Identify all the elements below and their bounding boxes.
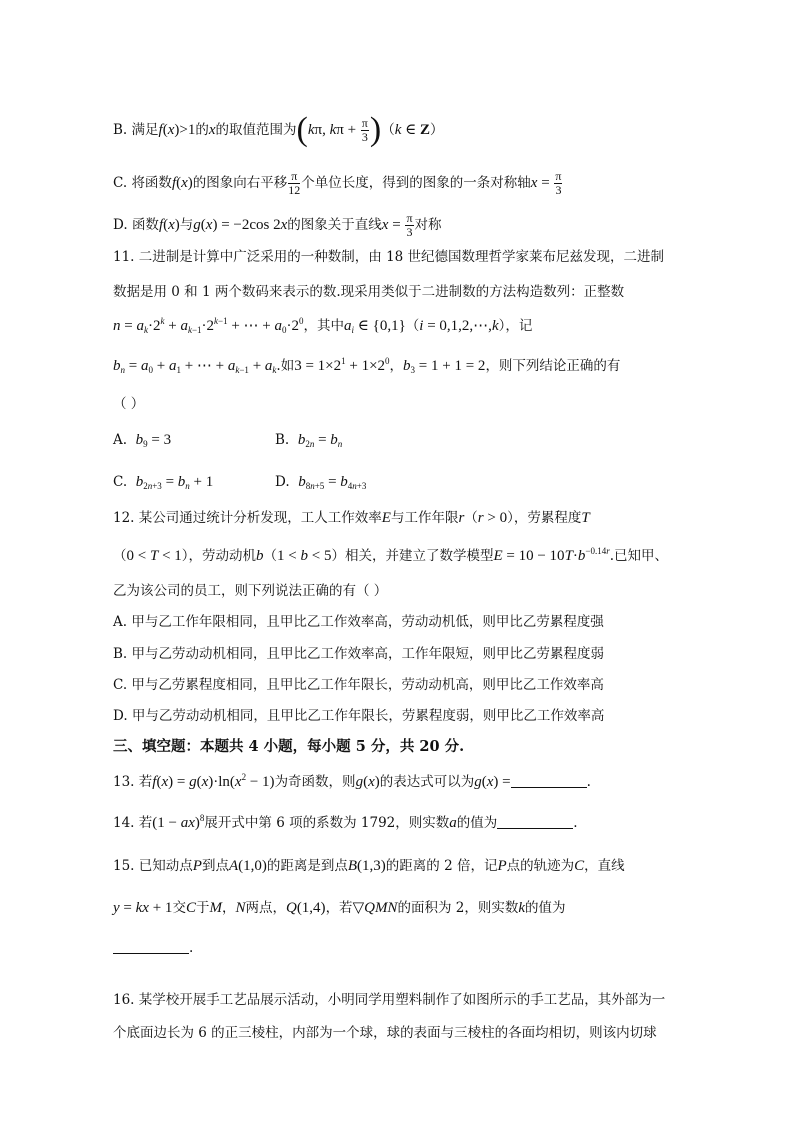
q12-option-c: C. 甲与乙劳累程度相同，且甲比乙工作年限长，劳动动机高，则甲比乙工作效率高 [113,677,604,693]
model-formula: $E = 10 - 10T\cdot b^{-0.14r}$ [493,546,610,564]
q11-line-1: 11. 二进制是计算中广泛采用的一种数制，由 18 世纪德国数理哲学家莱布尼兹发现，二进制 [113,249,665,265]
answer-blank[interactable] [113,939,189,954]
q15-line-2: y = kx + 1交C于M，N两点，Q(1,4)，若▽QMN的面积为 2，则实数k的值为 [113,900,566,916]
q12-line-3: 乙为该公司的员工，则下列说法正确的有（ ） [113,583,388,599]
q15-line-1: 15. 已知动点P到点A(1,0)的距离是到点B(1,3)的距离的 2 倍，记P点的轨迹为C，直线 [113,858,625,874]
q16-line-2: 个底面边长为 6 的正三棱柱，内部为一个球，球的表面与三棱柱的各面均相切，则该内切球 [113,1025,657,1041]
formula: $b_n = a_0 + a_1$ + ⋯ + $a_{k-1} + a_k$ [113,358,277,375]
formula: f(x)>1 [158,121,196,138]
interval-formula: (kπ, kπ + $\frac{\pi}{3}$ ) [296,110,382,148]
q10-option-b: B. 满足f(x)>1的x的取值范围为(kπ, kπ + $\frac{\pi}{3}$ )（k ∈ Z） [113,110,444,148]
q11-answer-paren: （ ） [113,396,145,412]
q12-option-a: A. 甲与乙工作年限相同，且甲比乙工作效率高，劳动动机低，则甲比乙劳累程度强 [113,614,604,630]
q12-option-b: B. 甲与乙劳动动机相同，且甲比乙工作效率高，工作年限短，则甲比乙劳累程度弱 [113,646,605,662]
q11-line-3: $n = a_k\cdot 2^k + a_{k-1}\cdot 2^{k-1}$ + ⋯ + $a_0\cdot 2^0$，其中$a_i$ ∈ {0,1}（i = 0,1,2,⋯,k），记 [113,316,533,335]
q12-line-2: （0 < T < 1），劳动动机b（1 < b < 5）相关，并建立了数学模型$E = 10 - 10T\cdot b^{-0.14r}$.已知甲、 [113,546,669,564]
q14: 14. 若(1 − ax)$^8$展开式中第 6 项的系数为 1792，则实数a的值为 . [113,813,578,831]
q10-option-d: D. 函数f(x)与g(x) = −2cos 2x的图象关于直线x = $\frac{\pi}{3}$ 对称 [113,211,442,239]
formula: $n = a_k\cdot 2^k + a_{k-1}\cdot 2^{k-1}$ + ⋯ + $a_0\cdot 2^0$ [113,316,304,335]
q11-line-2: 数据是用 0 和 1 两个数码来表示的数.现采用类似于二进制数的方法构造数列：正整数 [113,284,625,300]
q13: 13. 若$f(x) = g(x)\cdot\ln(x^2 - 1)$为奇函数，则g(x)的表达式可以为g(x) = . [113,772,591,790]
q11-option-d: D. $b_{8n+5} = b_{4n+3}$ [275,474,367,491]
q11-line-4: $b_n = a_0 + a_1$ + ⋯ + $a_{k-1} + a_k$.如$3 = 1\times 2^1 + 1\times 2^0$，$b_3 = 1 + 1 = 2$，则下列结论正确的有 [113,356,621,375]
q10-option-c: C. 将函数f(x)的图象向右平移 $\frac{\pi}{12}$ 个单位长度，得到的图象的一条对称轴x = $\frac{\pi}{3}$ [113,169,562,197]
q12-option-d: D. 甲与乙劳动动机相同，且甲比乙工作年限长，劳累程度弱，则甲比乙工作效率高 [113,708,605,724]
q11-options-ab: A. $b_9 = 3$ [113,432,172,449]
option-label: B. [113,121,128,138]
q16-line-1: 16. 某学校开展手工艺品展示活动，小明同学用塑料制作了如图所示的手工艺品，其外部为一 [113,992,666,1008]
q11-option-c: C. $b_{2n+3} = b_n + 1$ [113,474,214,491]
answer-blank[interactable] [511,773,587,788]
q11-option-b: B. $b_{2n} = b_n$ [275,432,343,449]
answer-blank[interactable] [497,814,573,829]
q12-line-1: 12. 某公司通过统计分析发现，工人工作效率E与工作年限r（r > 0），劳累程度T [113,510,590,526]
q15-answer-line: . [113,938,193,958]
section-title: 三、填空题：本题共 4 小题，每小题 5 分，共 20 分. [113,738,465,755]
